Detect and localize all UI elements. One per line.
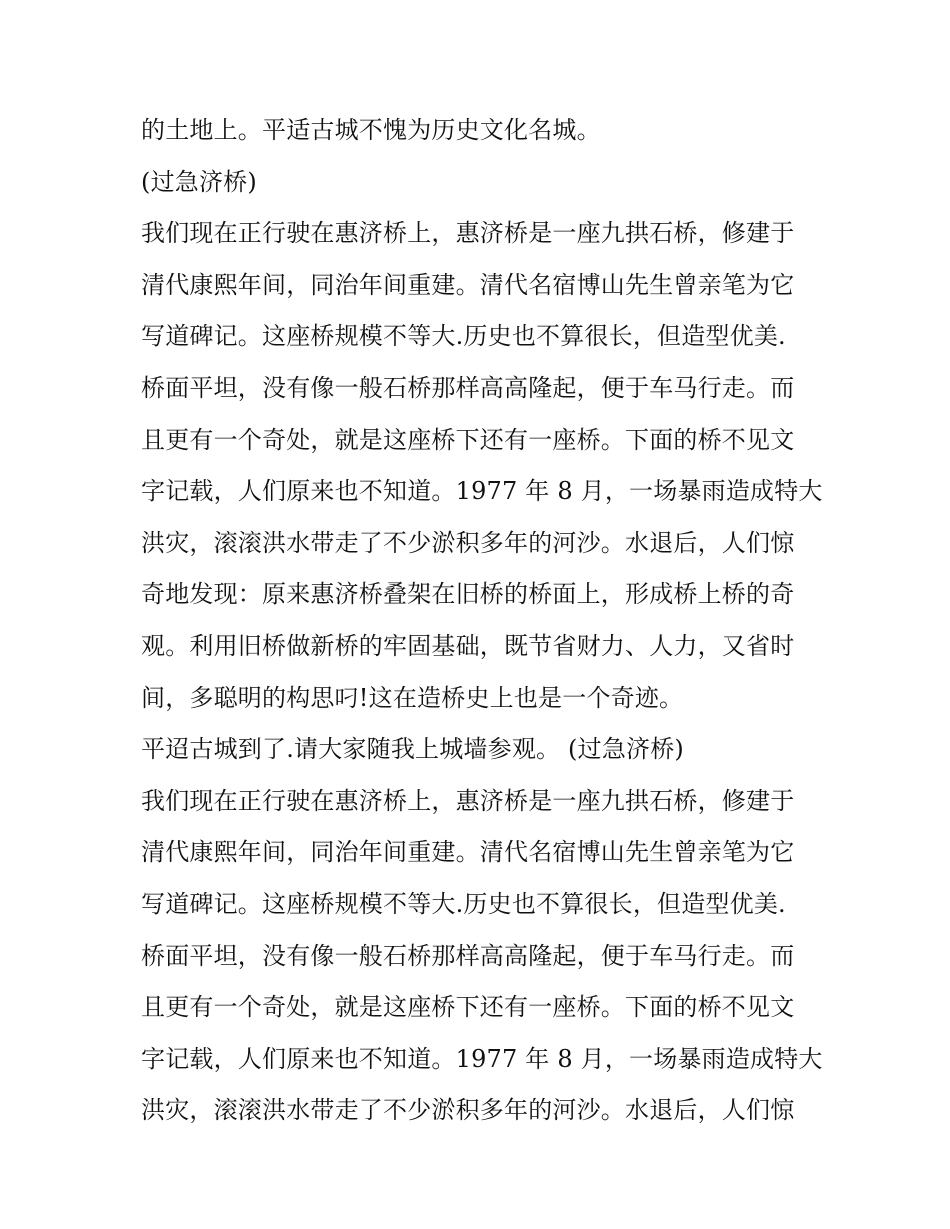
text-line: 平迢古城到了.请大家随我上城墙参观。 (过急济桥) xyxy=(141,735,684,764)
text-line: 且更有一个奇处，就是这座桥下还有一座桥。下面的桥不见文 xyxy=(141,993,795,1022)
text-line: 奇地发现：原来惠济桥叠架在旧桥的桥面上，形成桥上桥的奇 xyxy=(141,580,795,609)
text-line: 字记载，人们原来也不知道。1977 年 8 月，一场暴雨造成特大 xyxy=(141,477,823,506)
text-line: 间，多聪明的构思叼!这在造桥史上也是一个奇迹。 xyxy=(141,683,684,712)
body-text xyxy=(141,105,821,1137)
text-line: 写道碑记。这座桥规模不等大.历史也不算很长，但造型优美. xyxy=(141,322,786,351)
text-line: 桥面平坦，没有像一般石桥那样高高隆起，便于车马行走。而 xyxy=(141,373,795,402)
text-line: 观。利用旧桥做新桥的牢固基础，既节省财力、人力，又省时 xyxy=(141,631,795,660)
text-line: 我们现在正行驶在惠济桥上，惠济桥是一座九拱石桥，修建于 xyxy=(141,786,795,815)
text-line: (过急济桥) xyxy=(141,167,257,196)
text-line: 且更有一个奇处，就是这座桥下还有一座桥。下面的桥不见文 xyxy=(141,425,795,454)
text-line: 洪灾，滚滚洪水带走了不少淤积多年的河沙。水退后，人们惊 xyxy=(141,528,795,557)
text-line: 洪灾，滚滚洪水带走了不少淤积多年的河沙。水退后，人们惊 xyxy=(141,1096,795,1125)
text-line: 字记载，人们原来也不知道。1977 年 8 月，一场暴雨造成特大 xyxy=(141,1044,823,1073)
text-line: 的土地上。平适古城不愧为历史文化名城。 xyxy=(141,116,601,144)
text-line: 清代康熙年间，同治年间重建。清代名宿博山先生曾亲笔为它 xyxy=(141,838,795,867)
text-line: 我们现在正行驶在惠济桥上，惠济桥是一座九拱石桥，修建于 xyxy=(141,219,795,248)
text-line: 写道碑记。这座桥规模不等大.历史也不算很长，但造型优美. xyxy=(141,889,786,918)
text-line: 清代康熙年间，同治年间重建。清代名宿博山先生曾亲笔为它 xyxy=(141,270,795,299)
text-line: 桥面平坦，没有像一般石桥那样高高隆起，便于车马行走。而 xyxy=(141,941,795,970)
